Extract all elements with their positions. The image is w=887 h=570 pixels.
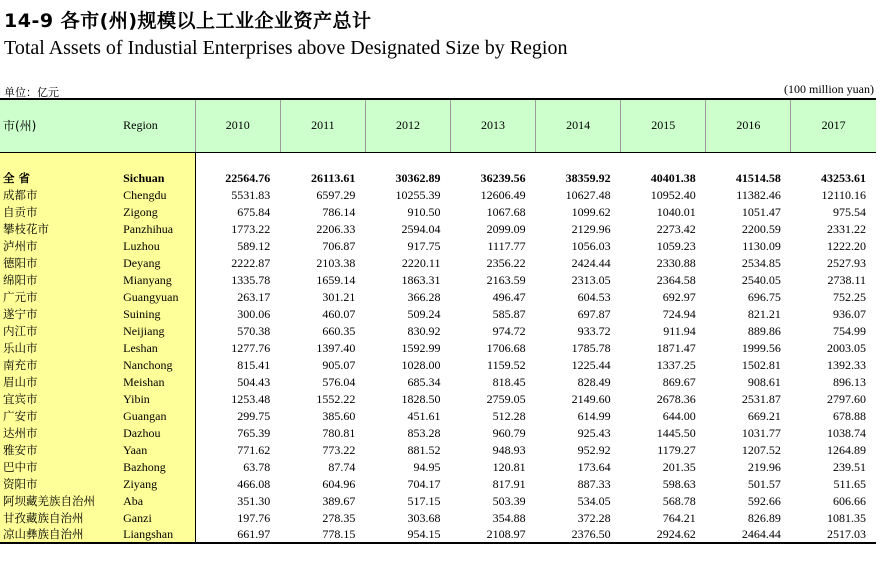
unit-label-english: (100 million yuan) <box>784 82 874 96</box>
header-region-chinese: 市(州) <box>0 99 122 152</box>
value-cell: 925.43 <box>577 425 611 440</box>
value-cell: 278.35 <box>322 510 356 525</box>
header-year: 2017 <box>791 99 876 152</box>
value-cell: 960.79 <box>492 425 526 440</box>
table-row <box>0 322 876 339</box>
table-row <box>0 271 876 288</box>
value-cell: 1264.89 <box>827 442 866 457</box>
header-year: 2010 <box>195 99 280 152</box>
region-name-chinese: 宜宾市 <box>0 390 122 407</box>
value-cell: 466.08 <box>237 476 271 491</box>
value-cell: 910.50 <box>407 204 441 219</box>
value-cell: 660.35 <box>322 323 356 338</box>
value-cell: 917.75 <box>407 238 441 253</box>
header-year: 2011 <box>280 99 365 152</box>
assets-table <box>0 98 876 544</box>
value-cell: 2797.60 <box>827 391 866 406</box>
table-row <box>0 526 876 543</box>
value-cell: 661.97 <box>195 526 280 543</box>
value-cell: 908.61 <box>747 374 781 389</box>
value-cell: 570.38 <box>237 323 271 338</box>
value-cell: 1863.31 <box>401 272 441 287</box>
value-cell: 40401.38 <box>650 170 696 185</box>
value-cell: 754.99 <box>833 323 866 338</box>
value-cell: 2364.58 <box>656 272 696 287</box>
value-cell: 354.88 <box>492 510 526 525</box>
value-cell: 678.88 <box>833 408 866 423</box>
region-name-chinese: 达州市 <box>0 424 122 441</box>
value-cell: 389.67 <box>322 493 356 508</box>
region-name-chinese: 内江市 <box>0 322 122 339</box>
value-cell: 366.28 <box>407 289 441 304</box>
value-cell: 385.60 <box>322 408 356 423</box>
value-cell: 517.15 <box>407 493 441 508</box>
value-cell: 1207.52 <box>741 442 781 457</box>
value-cell: 6597.29 <box>316 187 356 202</box>
value-cell: 30362.89 <box>395 170 441 185</box>
value-cell: 911.94 <box>663 323 696 338</box>
value-cell: 38359.92 <box>565 170 611 185</box>
value-cell: 773.22 <box>322 442 356 457</box>
value-cell: 2594.04 <box>401 221 441 236</box>
value-cell: 2356.22 <box>486 255 526 270</box>
value-cell: 2103.38 <box>316 255 356 270</box>
region-name-english: Meishan <box>122 373 195 390</box>
value-cell: 460.07 <box>322 306 356 321</box>
value-cell: 896.13 <box>833 374 866 389</box>
value-cell: 2424.44 <box>571 255 611 270</box>
value-cell: 1392.33 <box>827 357 866 372</box>
region-name-chinese: 绵阳市 <box>0 271 122 288</box>
region-name-chinese: 甘孜藏族自治州 <box>0 509 122 526</box>
value-cell: 568.78 <box>662 493 696 508</box>
value-cell: 2331.22 <box>827 221 866 236</box>
value-cell: 2003.05 <box>827 340 866 355</box>
value-cell: 752.25 <box>833 289 866 304</box>
value-cell: 1031.77 <box>741 425 781 440</box>
value-cell: 1773.22 <box>231 221 271 236</box>
value-cell: 604.53 <box>577 289 611 304</box>
value-cell: 63.78 <box>243 459 271 474</box>
value-cell: 1051.47 <box>741 204 781 219</box>
value-cell: 771.62 <box>237 442 271 457</box>
value-cell: 1277.76 <box>231 340 271 355</box>
region-name-chinese: 阿坝藏羌族自治州 <box>0 492 122 509</box>
value-cell: 1502.81 <box>741 357 781 372</box>
table-row <box>0 203 876 220</box>
value-cell: 1159.52 <box>487 357 526 372</box>
table-row <box>0 254 876 271</box>
region-name-english: Ziyang <box>122 475 195 492</box>
value-cell: 887.33 <box>577 476 611 491</box>
value-cell: 724.94 <box>662 306 696 321</box>
header-year: 2013 <box>450 99 535 152</box>
value-cell: 936.07 <box>833 306 866 321</box>
value-cell: 1038.74 <box>827 425 866 440</box>
value-cell: 1225.44 <box>571 357 611 372</box>
spacer-cell <box>122 152 195 169</box>
value-cell: 704.17 <box>407 476 441 491</box>
value-cell: 301.21 <box>322 289 356 304</box>
value-cell: 2759.05 <box>486 391 526 406</box>
value-cell: 828.49 <box>577 374 611 389</box>
value-cell: 1040.01 <box>656 204 696 219</box>
value-cell: 2129.96 <box>571 221 611 236</box>
value-cell: 1253.48 <box>231 391 271 406</box>
value-cell: 606.66 <box>833 493 866 508</box>
value-cell: 1117.77 <box>487 238 526 253</box>
value-cell: 451.61 <box>407 408 441 423</box>
value-cell: 1785.78 <box>571 340 611 355</box>
value-cell: 692.97 <box>662 289 696 304</box>
value-cell: 933.72 <box>577 323 611 338</box>
value-cell: 372.28 <box>577 510 611 525</box>
region-name-english: Dazhou <box>122 424 195 441</box>
region-name-english: Bazhong <box>122 458 195 475</box>
value-cell: 975.54 <box>833 204 866 219</box>
value-cell: 696.75 <box>747 289 781 304</box>
table-row <box>0 288 876 305</box>
table-row-total <box>0 169 876 186</box>
value-cell: 585.87 <box>492 306 526 321</box>
region-name-english: Nanchong <box>122 356 195 373</box>
region-name-chinese: 凉山彝族自治州 <box>0 526 122 543</box>
region-name-english: Sichuan <box>122 169 195 186</box>
value-cell: 11382.46 <box>736 187 781 202</box>
region-name-english: Guangyuan <box>122 288 195 305</box>
value-cell: 765.39 <box>237 425 271 440</box>
table-header-row <box>0 99 876 152</box>
table-row <box>0 305 876 322</box>
value-cell: 952.92 <box>577 442 611 457</box>
table-row <box>0 441 876 458</box>
value-cell: 826.89 <box>747 510 781 525</box>
value-cell: 669.21 <box>747 408 781 423</box>
value-cell: 1056.03 <box>571 238 611 253</box>
value-cell: 534.05 <box>577 493 611 508</box>
value-cell: 22564.76 <box>225 170 271 185</box>
spacer-row <box>0 152 876 169</box>
region-name-english: Mianyang <box>122 271 195 288</box>
value-cell: 685.34 <box>407 374 441 389</box>
value-cell: 881.52 <box>407 442 441 457</box>
value-cell: 12606.49 <box>480 187 526 202</box>
value-cell: 2206.33 <box>316 221 356 236</box>
table-row <box>0 339 876 356</box>
table-row <box>0 475 876 492</box>
value-cell: 1659.14 <box>316 272 356 287</box>
value-cell: 512.28 <box>492 408 526 423</box>
value-cell: 2108.97 <box>450 526 535 543</box>
value-cell: 299.75 <box>237 408 271 423</box>
value-cell: 197.76 <box>237 510 271 525</box>
value-cell: 948.93 <box>492 442 526 457</box>
value-cell: 2330.88 <box>656 255 696 270</box>
region-name-english: Chengdu <box>122 186 195 203</box>
value-cell: 219.96 <box>747 459 781 474</box>
region-name-chinese: 巴中市 <box>0 458 122 475</box>
value-cell: 1130.09 <box>742 238 781 253</box>
value-cell: 509.24 <box>407 306 441 321</box>
region-name-english: Suining <box>122 305 195 322</box>
value-cell: 496.47 <box>492 289 526 304</box>
region-name-english: Zigong <box>122 203 195 220</box>
value-cell: 2517.03 <box>791 526 876 543</box>
value-cell: 43253.61 <box>821 170 866 185</box>
region-name-chinese: 泸州市 <box>0 237 122 254</box>
value-cell: 2222.87 <box>231 255 271 270</box>
unit-label-chinese: 单位：亿元 <box>4 86 59 99</box>
region-name-chinese: 广安市 <box>0 407 122 424</box>
value-cell: 1999.56 <box>741 340 781 355</box>
table-row <box>0 424 876 441</box>
value-cell: 2527.93 <box>827 255 866 270</box>
value-cell: 2531.87 <box>741 391 781 406</box>
region-name-chinese: 眉山市 <box>0 373 122 390</box>
value-cell: 2220.11 <box>401 255 441 270</box>
value-cell: 2163.59 <box>486 272 526 287</box>
value-cell: 1397.40 <box>316 340 356 355</box>
value-cell: 818.45 <box>492 374 526 389</box>
table-row <box>0 407 876 424</box>
value-cell: 2149.60 <box>571 391 611 406</box>
value-cell: 10627.48 <box>565 187 611 202</box>
value-cell: 817.91 <box>492 476 526 491</box>
value-cell: 2313.05 <box>571 272 611 287</box>
value-cell: 173.64 <box>577 459 611 474</box>
value-cell: 1552.22 <box>316 391 356 406</box>
value-cell: 954.15 <box>365 526 450 543</box>
region-name-chinese: 遂宁市 <box>0 305 122 322</box>
table-row <box>0 373 876 390</box>
value-cell: 675.84 <box>237 204 271 219</box>
value-cell: 905.07 <box>322 357 356 372</box>
value-cell: 351.30 <box>237 493 271 508</box>
value-cell: 1179.27 <box>657 442 696 457</box>
value-cell: 780.81 <box>322 425 356 440</box>
value-cell: 853.28 <box>407 425 441 440</box>
value-cell: 1059.23 <box>656 238 696 253</box>
value-cell: 815.41 <box>237 357 271 372</box>
region-name-chinese: 广元市 <box>0 288 122 305</box>
region-name-chinese: 成都市 <box>0 186 122 203</box>
value-cell: 1445.50 <box>656 425 696 440</box>
value-cell: 2678.36 <box>656 391 696 406</box>
region-name-chinese: 全 省 <box>0 169 122 186</box>
value-cell: 10255.39 <box>395 187 441 202</box>
region-name-english: Aba <box>122 492 195 509</box>
value-cell: 503.39 <box>492 493 526 508</box>
table-row <box>0 220 876 237</box>
table-row <box>0 237 876 254</box>
table-body <box>0 152 876 543</box>
value-cell: 644.00 <box>662 408 696 423</box>
table-row <box>0 492 876 509</box>
value-cell: 604.96 <box>322 476 356 491</box>
region-name-english: Panzhihua <box>122 220 195 237</box>
value-cell: 303.68 <box>407 510 441 525</box>
region-name-english: Deyang <box>122 254 195 271</box>
region-name-chinese: 德阳市 <box>0 254 122 271</box>
header-year: 2016 <box>706 99 791 152</box>
value-cell: 2200.59 <box>741 221 781 236</box>
value-cell: 1871.47 <box>656 340 696 355</box>
value-cell: 300.06 <box>237 306 271 321</box>
value-cell: 2376.50 <box>536 526 621 543</box>
region-name-chinese: 资阳市 <box>0 475 122 492</box>
value-cell: 10952.40 <box>650 187 696 202</box>
value-cell: 2924.62 <box>621 526 706 543</box>
value-cell: 786.14 <box>322 204 356 219</box>
value-cell: 12110.16 <box>821 187 866 202</box>
value-cell: 201.35 <box>662 459 696 474</box>
region-name-english: Neijiang <box>122 322 195 339</box>
region-name-chinese: 自贡市 <box>0 203 122 220</box>
value-cell: 706.87 <box>322 238 356 253</box>
value-cell: 2540.05 <box>741 272 781 287</box>
value-cell: 1592.99 <box>401 340 441 355</box>
region-name-english: Luzhou <box>122 237 195 254</box>
page-title-chinese: 14-9 各市(州)规模以上工业企业资产总计 <box>4 10 372 32</box>
page-title-english: Total Assets of Industial Enterprises above Designated Size by Region <box>4 37 568 59</box>
region-name-english: Leshan <box>122 339 195 356</box>
region-name-chinese: 攀枝花市 <box>0 220 122 237</box>
value-cell: 598.63 <box>662 476 696 491</box>
value-cell: 26113.61 <box>311 170 356 185</box>
region-name-english: Guangan <box>122 407 195 424</box>
region-name-english: Yibin <box>122 390 195 407</box>
value-cell: 1337.25 <box>656 357 696 372</box>
value-cell: 1067.68 <box>486 204 526 219</box>
region-name-chinese: 南充市 <box>0 356 122 373</box>
value-cell: 1828.50 <box>401 391 441 406</box>
value-cell: 2273.42 <box>656 221 696 236</box>
table-row <box>0 186 876 203</box>
region-name-english: Yaan <box>122 441 195 458</box>
value-cell: 504.43 <box>237 374 271 389</box>
spacer-cell <box>0 152 122 169</box>
value-cell: 2464.44 <box>706 526 791 543</box>
value-cell: 889.86 <box>747 323 781 338</box>
value-cell: 1706.68 <box>486 340 526 355</box>
value-cell: 1222.20 <box>827 238 866 253</box>
value-cell: 2738.11 <box>827 272 866 287</box>
header-region-english: Region <box>122 99 195 152</box>
value-cell: 41514.58 <box>735 170 781 185</box>
value-cell: 239.51 <box>833 459 866 474</box>
value-cell: 1081.35 <box>827 510 866 525</box>
value-cell: 697.87 <box>577 306 611 321</box>
value-cell: 120.81 <box>492 459 526 474</box>
value-cell: 869.67 <box>662 374 696 389</box>
table-row <box>0 458 876 475</box>
value-cell: 830.92 <box>407 323 441 338</box>
value-cell: 5531.83 <box>231 187 271 202</box>
value-cell: 501.57 <box>747 476 781 491</box>
table-row <box>0 509 876 526</box>
value-cell: 36239.56 <box>480 170 526 185</box>
region-name-chinese: 乐山市 <box>0 339 122 356</box>
header-year: 2015 <box>621 99 706 152</box>
value-cell: 614.99 <box>577 408 611 423</box>
value-cell: 764.21 <box>662 510 696 525</box>
spacer-cell <box>195 152 876 169</box>
region-name-chinese: 雅安市 <box>0 441 122 458</box>
value-cell: 2099.09 <box>486 221 526 236</box>
table-row <box>0 356 876 373</box>
value-cell: 778.15 <box>280 526 365 543</box>
header-year: 2014 <box>536 99 621 152</box>
header-year: 2012 <box>365 99 450 152</box>
value-cell: 2534.85 <box>741 255 781 270</box>
table-row <box>0 390 876 407</box>
value-cell: 974.72 <box>492 323 526 338</box>
value-cell: 592.66 <box>747 493 781 508</box>
value-cell: 94.95 <box>413 459 441 474</box>
region-name-english: Liangshan <box>122 526 195 543</box>
value-cell: 263.17 <box>237 289 271 304</box>
value-cell: 821.21 <box>747 306 781 321</box>
value-cell: 1028.00 <box>401 357 441 372</box>
value-cell: 589.12 <box>237 238 271 253</box>
value-cell: 576.04 <box>322 374 356 389</box>
value-cell: 1335.78 <box>231 272 271 287</box>
value-cell: 87.74 <box>328 459 356 474</box>
value-cell: 1099.62 <box>571 204 611 219</box>
region-name-english: Ganzi <box>122 509 195 526</box>
value-cell: 511.65 <box>833 476 866 491</box>
